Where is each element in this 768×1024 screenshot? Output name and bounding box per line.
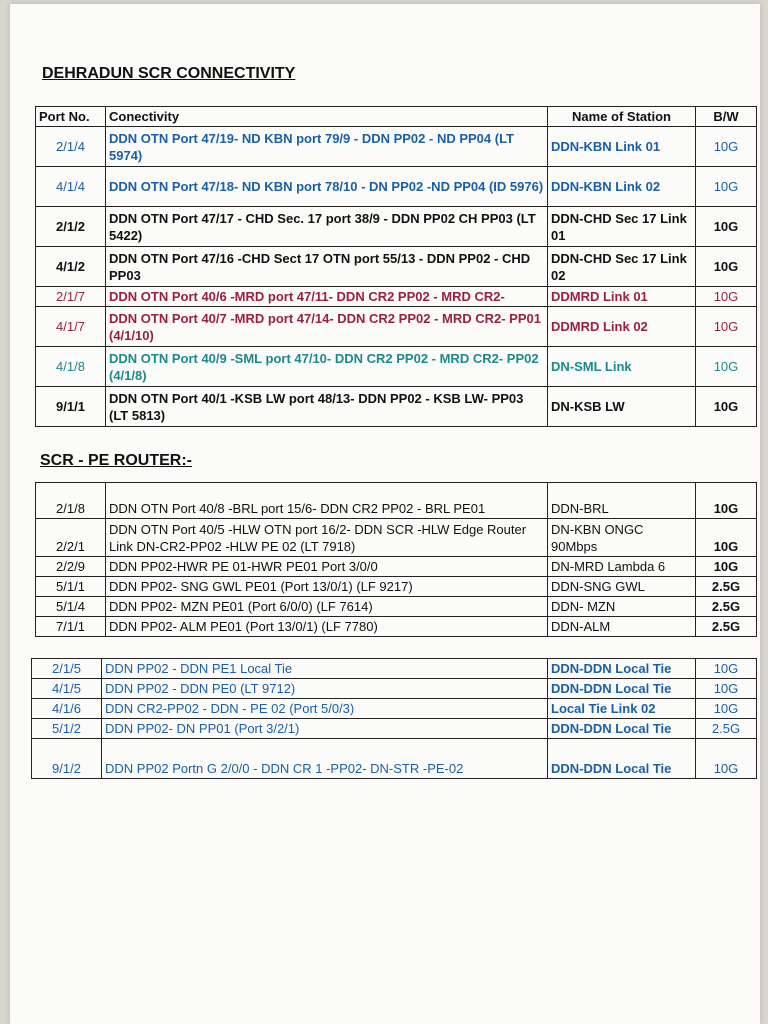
table-row <box>36 577 757 597</box>
table-row <box>32 739 757 779</box>
table-header-row <box>36 107 757 127</box>
table-row <box>36 597 757 617</box>
bw-cell: 10G <box>696 347 757 387</box>
bw-cell: 10G <box>696 659 757 679</box>
station-cell: DN-MRD Lambda 6 <box>548 557 696 577</box>
station-cell: DN-KBN ONGC 90Mbps <box>548 519 696 557</box>
port-cell: 2/1/7 <box>36 287 106 307</box>
connectivity-cell: DDN OTN Port 47/18- ND KBN port 78/10 - DN PP02 -ND PP04 (ID 5976) <box>106 167 548 207</box>
bw-cell: 10G <box>696 287 757 307</box>
connectivity-cell: DDN OTN Port 47/16 -CHD Sect 17 OTN port 55/13 - DDN PP02 - CHD PP03 <box>106 247 548 287</box>
connectivity-cell: DDN PP02- SNG GWL PE01 (Port 13/0/1) (LF 9217) <box>106 577 548 597</box>
table-row <box>32 719 757 739</box>
bw-cell: 2.5G <box>696 577 757 597</box>
port-cell: 9/1/2 <box>32 739 102 779</box>
station-cell: DN-KSB LW <box>548 387 696 427</box>
connectivity-cell: DDN OTN Port 40/6 -MRD port 47/11- DDN CR2 PP02 - MRD CR2- <box>106 287 548 307</box>
table-row <box>36 167 757 207</box>
bw-cell: 2.5G <box>696 617 757 637</box>
local-tie-table <box>31 658 757 779</box>
bw-cell: 10G <box>696 519 757 557</box>
bw-cell: 10G <box>696 127 757 167</box>
header-port: Port No. <box>36 107 106 127</box>
port-cell: 5/1/1 <box>36 577 106 597</box>
bw-cell: 10G <box>696 483 757 519</box>
table-row <box>36 127 757 167</box>
port-cell: 2/1/8 <box>36 483 106 519</box>
bw-cell: 10G <box>696 679 757 699</box>
table-row <box>36 387 757 427</box>
connectivity-cell: DDN PP02 Portn G 2/0/0 - DDN CR 1 -PP02- DN-STR -PE-02 <box>102 739 548 779</box>
station-cell: DDN- MZN <box>548 597 696 617</box>
table-row <box>32 659 757 679</box>
connectivity-cell: DDN PP02-HWR PE 01-HWR PE01 Port 3/0/0 <box>106 557 548 577</box>
connectivity-cell: DDN OTN Port 40/1 -KSB LW port 48/13- DDN PP02 - KSB LW- PP03 (LT 5813) <box>106 387 548 427</box>
bw-cell: 10G <box>696 387 757 427</box>
station-cell: DDMRD Link 01 <box>548 287 696 307</box>
station-cell: Local Tie Link 02 <box>548 699 696 719</box>
station-cell: DDN-BRL <box>548 483 696 519</box>
connectivity-cell: DDN PP02 - DDN PE1 Local Tie <box>102 659 548 679</box>
station-cell: DDN-SNG GWL <box>548 577 696 597</box>
table-row <box>36 557 757 577</box>
port-cell: 4/1/2 <box>36 247 106 287</box>
bw-cell: 2.5G <box>696 719 757 739</box>
bw-cell: 2.5G <box>696 597 757 617</box>
connectivity-cell: DDN OTN Port 47/19- ND KBN port 79/9 - DDN PP02 - ND PP04 (LT 5974) <box>106 127 548 167</box>
station-cell: DDN-CHD Sec 17 Link 02 <box>548 247 696 287</box>
table-row <box>36 617 757 637</box>
section2-title: SCR - PE ROUTER:- <box>40 452 192 469</box>
port-cell: 2/2/1 <box>36 519 106 557</box>
station-cell: DDN-DDN Local Tie <box>548 679 696 699</box>
station-cell: DDMRD Link 02 <box>548 307 696 347</box>
port-cell: 4/1/8 <box>36 347 106 387</box>
table-row <box>32 679 757 699</box>
bw-cell: 10G <box>696 207 757 247</box>
station-cell: DDN-KBN Link 01 <box>548 127 696 167</box>
port-cell: 9/1/1 <box>36 387 106 427</box>
port-cell: 4/1/5 <box>32 679 102 699</box>
connectivity-cell: DDN OTN Port 40/9 -SML port 47/10- DDN CR2 PP02 - MRD CR2- PP02 (4/1/8) <box>106 347 548 387</box>
header-bw: B/W <box>696 107 757 127</box>
station-cell: DN-SML Link <box>548 347 696 387</box>
connectivity-cell: DDN CR2-PP02 - DDN - PE 02 (Port 5/0/3) <box>102 699 548 719</box>
port-cell: 5/1/2 <box>32 719 102 739</box>
bw-cell: 10G <box>696 739 757 779</box>
table-row <box>36 347 757 387</box>
pe-router-body <box>36 483 757 637</box>
station-cell: DDN-KBN Link 02 <box>548 167 696 207</box>
port-cell: 7/1/1 <box>36 617 106 637</box>
table-row <box>36 287 757 307</box>
connectivity-cell: DDN PP02 - DDN PE0 (LT 9712) <box>102 679 548 699</box>
port-cell: 4/1/7 <box>36 307 106 347</box>
port-cell: 4/1/6 <box>32 699 102 719</box>
bw-cell: 10G <box>696 699 757 719</box>
port-cell: 2/1/2 <box>36 207 106 247</box>
connectivity-cell: DDN PP02- MZN PE01 (Port 6/0/0) (LF 7614) <box>106 597 548 617</box>
port-cell: 2/1/5 <box>32 659 102 679</box>
table-row <box>36 483 757 519</box>
table-row <box>32 699 757 719</box>
connectivity-cell: DDN OTN Port 40/5 -HLW OTN port 16/2- DDN SCR -HLW Edge Router Link DN-CR2-PP02 -HLW PE 02 (LT 7918) <box>106 519 548 557</box>
station-cell: DDN-CHD Sec 17 Link 01 <box>548 207 696 247</box>
header-connectivity: Conectivity <box>106 107 548 127</box>
connectivity-cell: DDN OTN Port 40/7 -MRD port 47/14- DDN CR2 PP02 - MRD CR2- PP01 (4/1/10) <box>106 307 548 347</box>
table-row <box>36 307 757 347</box>
header-station: Name of Station <box>548 107 696 127</box>
port-cell: 4/1/4 <box>36 167 106 207</box>
port-cell: 2/1/4 <box>36 127 106 167</box>
local-tie-body <box>32 659 757 779</box>
bw-cell: 10G <box>696 247 757 287</box>
port-cell: 5/1/4 <box>36 597 106 617</box>
bw-cell: 10G <box>696 307 757 347</box>
station-cell: DDN-DDN Local Tie <box>548 739 696 779</box>
connectivity-cell: DDN OTN Port 40/8 -BRL port 15/6- DDN CR2 PP02 - BRL PE01 <box>106 483 548 519</box>
connectivity-cell: DDN PP02- ALM PE01 (Port 13/0/1) (LF 7780) <box>106 617 548 637</box>
section1-title: DEHRADUN SCR CONNECTIVITY <box>42 65 296 82</box>
table-row <box>36 519 757 557</box>
bw-cell: 10G <box>696 167 757 207</box>
pe-router-table <box>35 482 757 637</box>
connectivity-cell: DDN PP02- DN PP01 (Port 3/2/1) <box>102 719 548 739</box>
connectivity-cell: DDN OTN Port 47/17 - CHD Sec. 17 port 38/9 - DDN PP02 CH PP03 (LT 5422) <box>106 207 548 247</box>
bw-cell: 10G <box>696 557 757 577</box>
scr-connectivity-body <box>36 127 757 427</box>
port-cell: 2/2/9 <box>36 557 106 577</box>
table-row <box>36 247 757 287</box>
station-cell: DDN-DDN Local Tie <box>548 659 696 679</box>
station-cell: DDN-ALM <box>548 617 696 637</box>
scr-connectivity-table <box>35 106 757 427</box>
table-row <box>36 207 757 247</box>
station-cell: DDN-DDN Local Tie <box>548 719 696 739</box>
